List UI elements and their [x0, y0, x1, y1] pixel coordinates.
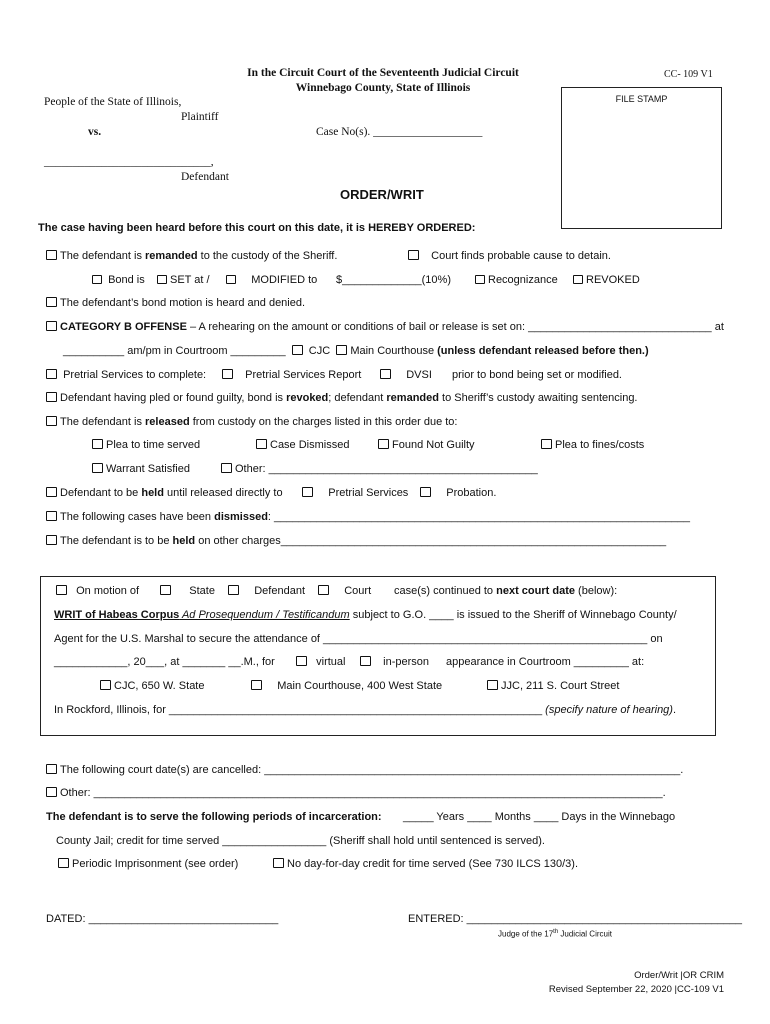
court-motion-option: Court [318, 585, 371, 597]
held-checkbox[interactable] [46, 487, 57, 497]
other-release-field[interactable]: Other: ____________________________________________ [235, 463, 538, 475]
dismissed-checkbox[interactable] [46, 511, 57, 521]
other-release-checkbox[interactable] [221, 463, 232, 473]
not-guilty-checkbox[interactable] [378, 439, 389, 449]
virtual-option: virtual [296, 656, 345, 668]
on-motion-checkbox[interactable] [56, 585, 67, 595]
set-at-checkbox[interactable] [157, 275, 167, 284]
remanded-line: The defendant is remanded to the custody of the Sheriff. [46, 250, 337, 262]
warrant-option: Warrant Satisfied [92, 463, 190, 475]
court-title: In the Circuit Court of the Seventeenth Judicial Circuit [247, 67, 519, 79]
modified-option: MODIFIED to [226, 274, 317, 286]
file-stamp-label: FILE STAMP [615, 94, 668, 104]
cjc-checkbox[interactable] [292, 345, 303, 355]
no-credit-option: No day-for-day credit for time served (See 730 ILCS 130/3). [273, 858, 578, 870]
continued-text: case(s) continued to next court date (below): [394, 585, 618, 597]
periodic-option: Periodic Imprisonment (see order) [58, 858, 238, 870]
pled-guilty-line: Defendant having pled or found guilty, bond is revoked; defendant remanded to Sheriff’s custody awaiting sentencing. [46, 392, 638, 404]
warrant-checkbox[interactable] [92, 463, 103, 473]
jjc-address-option: JJC, 211 S. Court Street [487, 680, 619, 692]
county-jail-line[interactable]: County Jail; credit for time served _________________ (Sheriff shall hold until sentenced is served). [56, 835, 545, 847]
incarceration-period-field[interactable]: _____ Years ____ Months ____ Days in the Winnebago [402, 811, 676, 823]
dated-field[interactable]: DATED: _______________________________ [46, 913, 279, 925]
virtual-checkbox[interactable] [296, 656, 307, 666]
defendant-motion-checkbox[interactable] [228, 585, 239, 595]
on-motion-option: On motion of [56, 585, 139, 597]
courtroom-field[interactable]: __________ am/pm in Courtroom _________ [63, 345, 286, 357]
hearing-date-field[interactable]: ____________, 20___, at _______ __.M., for [54, 656, 275, 668]
defendant-motion-option: Defendant [228, 585, 305, 597]
plaintiff-label: Plaintiff [181, 111, 219, 123]
case-dismissed-option: Case Dismissed [256, 439, 349, 451]
agent-line[interactable]: Agent for the U.S. Marshal to secure the attendance of _____________________________________________________ on [54, 633, 663, 645]
category-b-line: CATEGORY B OFFENSE – A rehearing on the amount or conditions of bail or release is set on: ______________________________ at [46, 321, 724, 333]
released-checkbox[interactable] [46, 416, 57, 426]
revoked-option: REVOKED [573, 274, 640, 286]
rockford-line: In Rockford, Illinois, for _____________________________________________________________ (specify nature of hearing). [54, 704, 677, 716]
case-number-field[interactable]: Case No(s). ___________________ [316, 126, 483, 138]
remanded-checkbox[interactable] [46, 250, 57, 260]
county-title: Winnebago County, State of Illinois [295, 82, 471, 94]
other-charges-checkbox[interactable] [46, 535, 57, 545]
file-stamp-box [561, 87, 722, 229]
appearance-courtroom-field[interactable]: appearance in Courtroom _________ at: [446, 656, 645, 668]
plea-time-checkbox[interactable] [92, 439, 103, 449]
main-address-option: Main Courthouse, 400 West State [251, 680, 442, 692]
in-person-option: in-person [360, 656, 429, 668]
pretrial-complete-checkbox[interactable] [46, 369, 57, 379]
defendant-name-field[interactable]: _____________________________, [44, 156, 214, 168]
pled-guilty-checkbox[interactable] [46, 392, 57, 402]
main-address-checkbox[interactable] [251, 680, 262, 690]
in-person-checkbox[interactable] [360, 656, 371, 666]
state-option: State [160, 585, 215, 597]
dvsi-checkbox[interactable] [380, 369, 391, 379]
jjc-address-checkbox[interactable] [487, 680, 498, 690]
other-release-option [221, 463, 538, 475]
incarceration-line: The defendant is to serve the following periods of incarceration: _____ Years ____ Months ____ Days in the Winnebago [46, 811, 676, 823]
bond-is-checkbox[interactable] [92, 275, 102, 284]
cancelled-checkbox[interactable] [46, 764, 57, 774]
document-title: ORDER/WRIT [340, 187, 424, 202]
cancelled-line [46, 764, 683, 776]
form-code: CC- 109 V1 [664, 69, 713, 80]
pretrial-services-option: Pretrial Services [302, 487, 408, 499]
bond-motion-checkbox[interactable] [46, 297, 57, 307]
revoked-checkbox[interactable] [573, 275, 583, 284]
pretrial-report-checkbox[interactable] [222, 369, 233, 379]
entered-field[interactable]: ENTERED: _____________________________________________ [408, 913, 742, 925]
released-line: The defendant is released from custody on the charges listed in this order due to: [46, 416, 457, 428]
bond-is-option: Bond is [92, 274, 145, 286]
other-checkbox[interactable] [46, 787, 57, 797]
other-line [46, 787, 666, 799]
hearing-nature-field[interactable]: In Rockford, Illinois, for _____________________________________________________________ [54, 704, 546, 716]
cjc-address-checkbox[interactable] [100, 680, 111, 690]
recognizance-option: Recognizance [475, 274, 558, 286]
plea-time-option: Plea to time served [92, 439, 200, 451]
set-at-option: SET at / [157, 274, 210, 286]
case-dismissed-checkbox[interactable] [256, 439, 267, 449]
vs-label: vs. [88, 126, 102, 138]
recognizance-checkbox[interactable] [475, 275, 485, 284]
held-line: Defendant to be held until released directly to [46, 487, 283, 499]
not-guilty-option: Found Not Guilty [378, 439, 475, 451]
cancelled-field[interactable]: The following court date(s) are cancelled: ____________________________________________________________________. [60, 764, 684, 776]
pretrial-complete-line: Pretrial Services to complete: [46, 369, 206, 381]
category-b-checkbox[interactable] [46, 321, 57, 331]
other-field[interactable]: Other: _____________________________________________________________________________________________. [60, 787, 666, 799]
other-charges-line: The defendant is to be held on other charges_______________________________________________________________ [46, 535, 666, 547]
dvsi-option: DVSI [380, 369, 432, 381]
bond-motion-line: The defendant’s bond motion is heard and denied. [46, 297, 305, 309]
pretrial-report-option: Pretrial Services Report [222, 369, 361, 381]
cjc-address-option: CJC, 650 W. State [100, 680, 204, 692]
bond-amount-field[interactable]: $_____________(10%) [336, 274, 451, 286]
form-name: Order/Writ |OR CRIM [634, 970, 724, 981]
courtroom-line: __________ am/pm in Courtroom _________ CJC Main Courthouse (unless defendant released before then.) [63, 345, 649, 357]
probation-checkbox[interactable] [420, 487, 431, 497]
dismissed-line: The following cases have been dismissed: ____________________________________________________________________ [46, 511, 690, 523]
revision-date: Revised September 22, 2020 |CC-109 V1 [548, 984, 724, 995]
prior-bond-text: prior to bond being set or modified. [452, 369, 622, 381]
plea-fines-checkbox[interactable] [541, 439, 552, 449]
probable-cause-line: Court finds probable cause to detain. [408, 250, 611, 262]
intro-text: The case having been heard before this court on this date, it is HEREBY ORDERED: [38, 222, 476, 234]
judge-caption: Judge of the 17th Judicial Circuit [498, 929, 612, 939]
pretrial-services-checkbox[interactable] [302, 487, 313, 497]
court-motion-checkbox[interactable] [318, 585, 329, 595]
periodic-checkbox[interactable] [58, 858, 69, 868]
modified-checkbox[interactable] [226, 275, 236, 284]
state-checkbox[interactable] [160, 585, 171, 595]
plea-fines-option: Plea to fines/costs [541, 439, 644, 451]
main-courthouse-checkbox[interactable] [336, 345, 347, 355]
writ-line: WRIT of Habeas Corpus Ad Prosequendum / Testificandum subject to G.O. ____ is issued to the Sheriff of Winnebago County/ [54, 609, 677, 621]
no-credit-checkbox[interactable] [273, 858, 284, 868]
people-label: People of the State of Illinois, [44, 96, 182, 108]
probable-cause-checkbox[interactable] [408, 250, 419, 260]
defendant-label: Defendant [181, 171, 229, 183]
probation-option: Probation. [420, 487, 496, 499]
